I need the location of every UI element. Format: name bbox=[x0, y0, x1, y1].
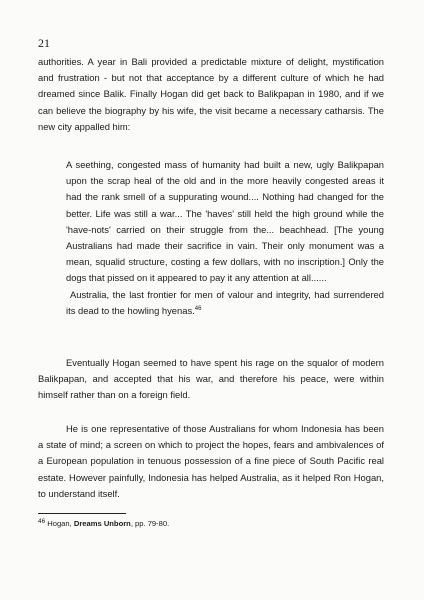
footnote-title: Dreams Unborn bbox=[73, 519, 131, 528]
quote-part-2-text: Australia, the last frontier for men of valour and integrity, had surrendered its dead to the howling hyenas. bbox=[66, 288, 384, 316]
footnote-author: Hogan, bbox=[47, 519, 74, 528]
paragraph-3: He is one representative of those Australians for whom Indonesia has been a state of mind; a screen on which to project the hopes, fears and ambivalences of a European population in tenuous possession of a fine piece of South Pacific real estate. However painfully, Indonesia has helped Australia, as it helped Ron Hogan, to understand itself. bbox=[38, 423, 384, 499]
footnote-reference: 46 bbox=[194, 305, 202, 312]
block-quote bbox=[66, 157, 384, 319]
footnote-divider bbox=[38, 513, 126, 514]
footnote bbox=[38, 518, 169, 529]
quote-part-1: A seething, congested mass of humanity had built a new, ugly Balikpapan upon the scrap heal of the old and in the more heavily congested areas it had the rank smell of a suppurating wound.... Nothing had changed for the better. Life was still a war... The 'haves' still held the high ground while the 'have-nots' carried on their struggle from the... beachhead. [The young Australians had made their sacrifice in vain. Their only monument was a mean, squalid structure, costing a few dollars, with no inscription.] Only the dogs that pissed on it appeared to pay it any attention at all...... bbox=[66, 159, 384, 284]
paragraph-1: authorities. A year in Bali provided a predictable mixture of delight, mystification and frustration - but not that acceptance by a different culture of which he had dreamed since Balik. Finally Hogan did get back to Balikpapan in 1980, and if we can believe the biography by his wife, the visit became a necessary catharsis. The new city appalled him: bbox=[38, 56, 384, 132]
footnote-pages: , pp. 79-80. bbox=[130, 519, 170, 528]
footnote-number: 46 bbox=[38, 518, 46, 525]
paragraph-2: Eventually Hogan seemed to have spent his rage on the squalor of modern Balikpapan, and accepted that his war, and therefore his peace, were within himself rather than on a foreign field. bbox=[38, 357, 384, 401]
quote-part-2 bbox=[66, 287, 384, 319]
page-number: 21 bbox=[38, 36, 50, 50]
